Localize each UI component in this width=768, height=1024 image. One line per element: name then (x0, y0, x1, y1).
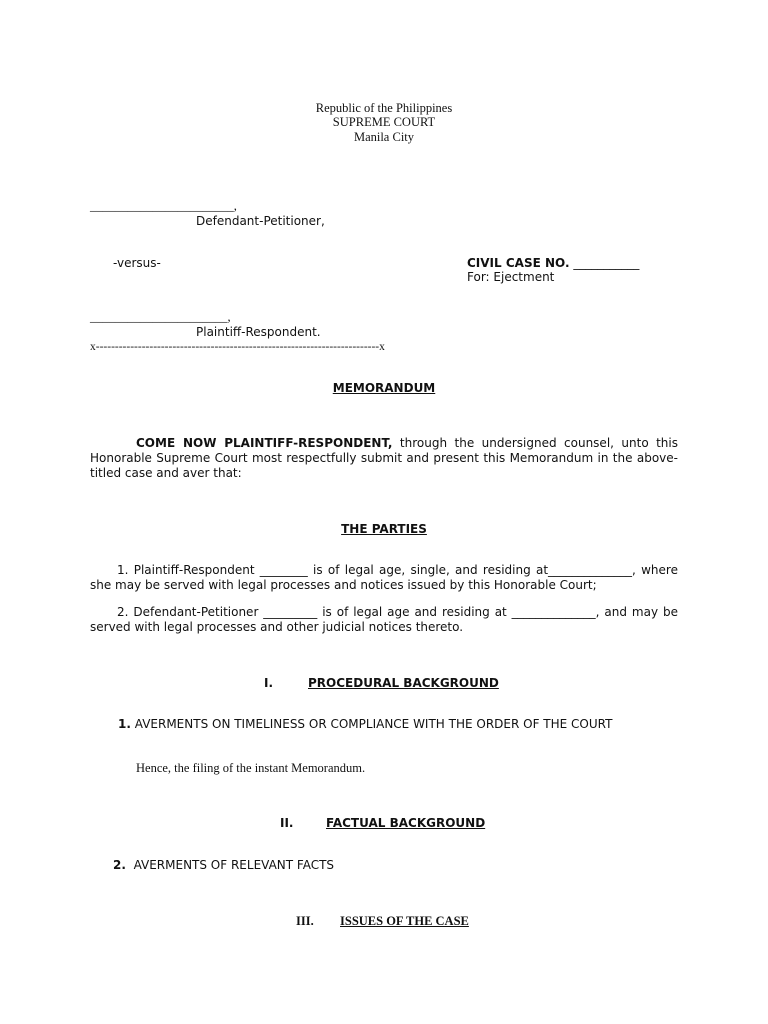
section-3-numeral: III. (296, 914, 314, 928)
court-location: Manila City (353, 130, 415, 144)
document-title: MEMORANDUM (332, 381, 436, 395)
petitioner-role: Defendant-Petitioner, (196, 214, 325, 228)
section-1-heading: PROCEDURAL BACKGROUND (308, 676, 499, 690)
intro-lead: COME NOW PLAINTIFF-RESPONDENT, (136, 436, 393, 450)
section-1-numeral: I. (264, 676, 274, 690)
section-1-item-number: 1. (118, 717, 131, 731)
party-item-1 (90, 563, 678, 593)
section-2-item-number: 2. (113, 858, 126, 872)
section-1-item (90, 717, 678, 732)
party-item-2 (90, 605, 678, 635)
versus-label: -versus- (113, 256, 161, 270)
petitioner-name-blank: _______________________, (90, 199, 237, 213)
case-subject: For: Ejectment (467, 270, 555, 284)
section-2-item-text: AVERMENTS OF RELEVANT FACTS (133, 858, 335, 872)
section-2-heading: FACTUAL BACKGROUND (326, 816, 486, 830)
court-name: SUPREME COURT (332, 115, 436, 129)
court-republic-line: Republic of the Philippines (315, 101, 453, 115)
party-item-2-number: 2. (117, 605, 129, 619)
intro-text: through the undersigned counsel, unto this Honorable Supreme Court most respectfully submit and present this Memorandum in the above-titled case and aver that: (90, 436, 678, 480)
party-item-1-number: 1. (117, 563, 129, 577)
respondent-name-blank: ______________________, (90, 310, 231, 324)
section-2-numeral: II. (280, 816, 294, 830)
case-number-row (467, 256, 639, 271)
intro-paragraph (90, 436, 678, 481)
case-number-blank: ___________ (569, 256, 640, 270)
respondent-role: Plaintiff-Respondent. (196, 325, 321, 339)
section-1-hence: Hence, the filing of the instant Memorandum. (136, 761, 366, 775)
party-item-1-text: Plaintiff-Respondent ________ is of legal age, single, and residing at______________, where she may be served with legal processes and notices issued by this Honorable Court; (90, 563, 678, 592)
case-number-label: CIVIL CASE NO. (467, 256, 570, 270)
parties-heading: THE PARTIES (341, 522, 427, 536)
section-1-item-text: AVERMENTS ON TIMELINESS OR COMPLIANCE WITH THE ORDER OF THE COURT (134, 717, 613, 731)
caption-divider: x--------------------------------------------------------------------------x (90, 341, 385, 353)
section-2-item (113, 858, 334, 873)
section-3-heading: ISSUES OF THE CASE (340, 914, 469, 928)
party-item-2-text: Defendant-Petitioner _________ is of legal age and residing at ______________, and may be served with legal processes and other judicial notices thereto. (90, 605, 678, 634)
